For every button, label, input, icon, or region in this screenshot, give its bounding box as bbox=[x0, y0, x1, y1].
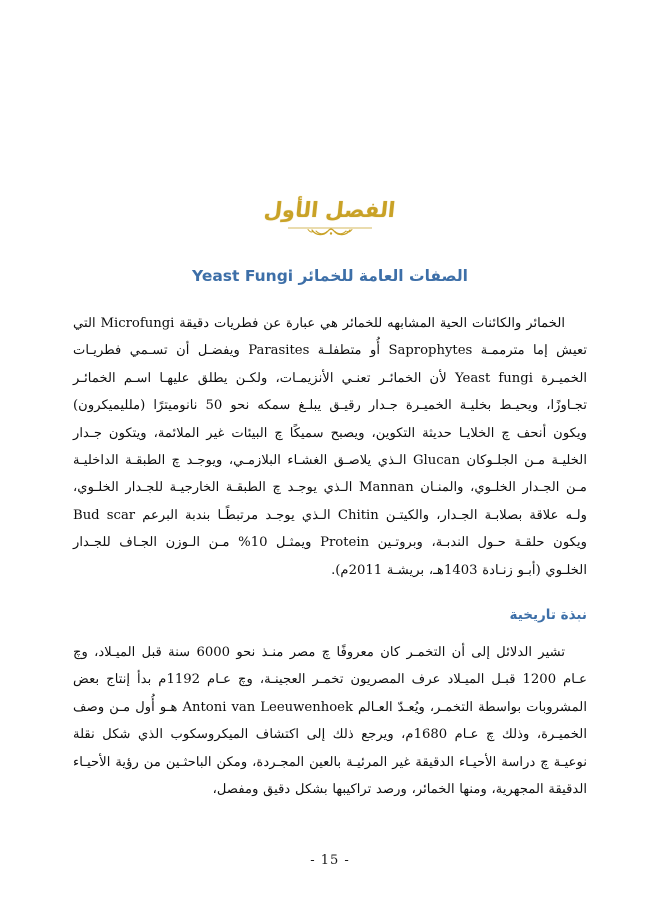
chapter-label: الفصل الأول bbox=[263, 197, 397, 222]
section-title: الصفات العامة للخمائر Yeast Fungi bbox=[192, 267, 468, 286]
paragraph-general-characteristics: الخمائر والكائنات الحية المشابهه للخمائر هي عبارة عن فطريات دقيقة Microfungi التي تعيش إما مترممـة Saprophytes أُو متطفلـة Parasites ويفضـل أن تسـمي فطريـات الخميـرة Yeast fungi لأن الخمائـر تعنـي الأنزيمـات، ولكـن يطلق عليهـا اسـم الخمائـر تجـاوزًا، ويحيـط بخليـة الخميـرة جـدار رقيـق يبلـغ سمكه نحو 50 نانوميترًا (ملليميكرون) ويكون أنحف ﭺ الخلايـا حديثة التكوين، ويصبح سميكًا ﭺ البيئات غير الملائمة، ويتكون جـدار الخليـة مـن الجلـوكان Glucan الـذي يلاصـق الغشـاء البلازمـي، ويوجـد ﭺ الطبقـة الداخليـة مـن الجـدار الخلـوي، والمنـان Mannan الـذي يوجـد ﭺ الطبقـة الخارجيـة للجـدار الخلـوي، ولـه علاقة بصلابـة الجـدار، والكيتـن Chitin الـذي يوجـد مرتبطًـا بندبة البرعم Bud scar ويكون حلقـة حـول الندبـة، وبروتـين Protein ويمثـل 10% مـن الـوزن الجـاف للجـدار الخلـوي (أبـو زنـادة 1403هـ، بريشـة 2011م). bbox=[73, 316, 587, 578]
page-body bbox=[73, 310, 587, 803]
subheading-historical-overview: نبذة تاريخية bbox=[509, 607, 587, 624]
paragraph-historical-overview: تشير الدلائل إلى أن التخمـر كان معروفًا ﭺ مصر منـذ نحو 6000 سنة قبل الميـلاد، وﭺ عـام 1200 قبـل الميـلاد عرف المصريون تخمـر العجينـة، وﭺ عـام 1192م بدأ إنتاج بعض المشروبات بواسطة التخمـر، ويُعـدّ العـالم Antoni van Leeuwenhoek هـو أُول مـن وصف الخميـرة، وذلك ﭺ عـام 1680م، ويرجع ذلك إلى اكتشاف الميكروسكوب الذي شكل نقلة نوعيـة ﭺ دراسة الأحيـاء الدقيقة غير المرئيـة بالعين المجـردة، ومكن الباحثـين من رؤية الأحيـاء الدقيقة المجهرية، ومنها الخمائر، ورصد تراكيبها بشكل دقيق ومفصل، bbox=[73, 644, 588, 797]
calligraphic-flourish-icon bbox=[282, 223, 378, 239]
chapter-ornament bbox=[0, 190, 660, 248]
page-number: - 15 - bbox=[310, 853, 350, 868]
